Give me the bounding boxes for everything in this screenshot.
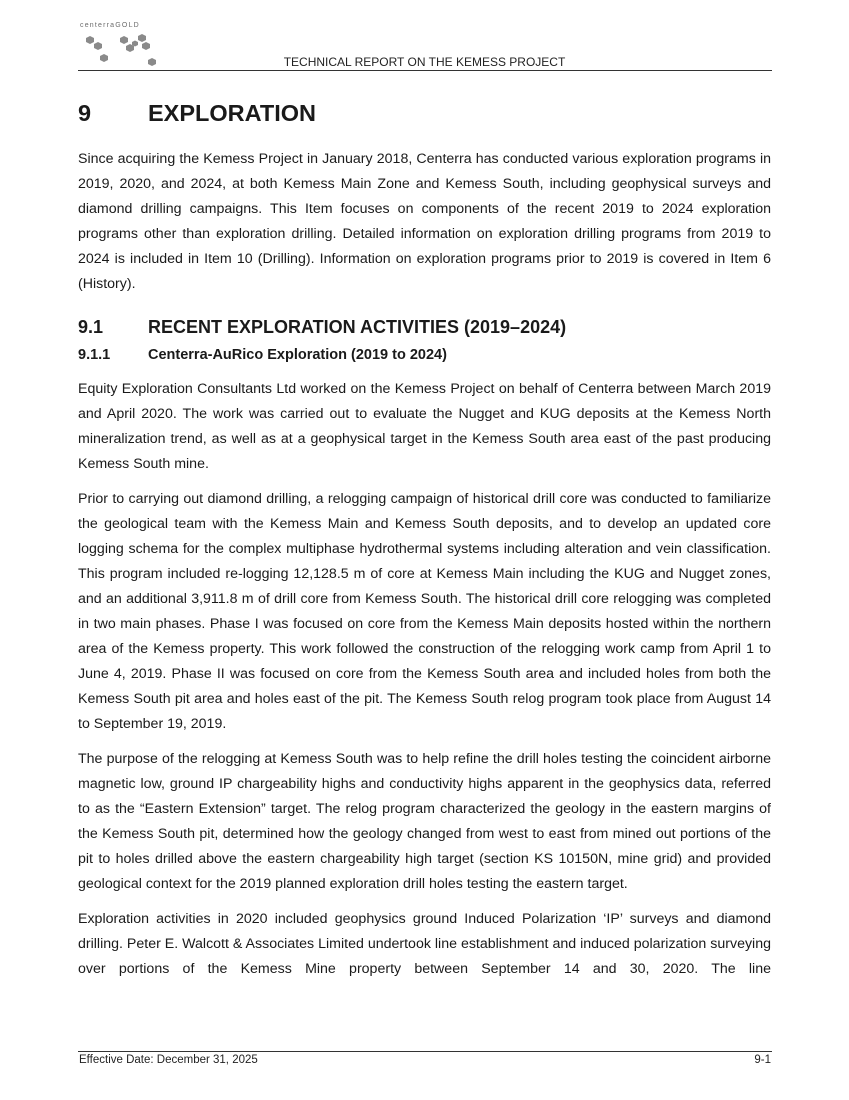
report-header-title xyxy=(0,55,849,69)
subsection-number: 9.1 xyxy=(78,317,104,337)
section-heading xyxy=(78,96,771,130)
section-intro-paragraph: Since acquiring the Kemess Project in January 2018, Centerra has conducted various exploration programs in 2019, 2020, and 2024, at both Kemess Main Zone and Kemess South, including geophysical surveys and diamond drilling campaigns. This Item focuses on components of the recent 2019 to 2024 exploration programs other than exploration drilling. Detailed information on exploration drilling programs from 2019 to 2024 is included in Item 10 (Drilling). Information on exploration programs prior to 2019 is covered in Item 6 (History). xyxy=(78,151,771,292)
report-header-title-text: TECHNICAL REPORT ON THE KEMESS PROJECT xyxy=(283,55,566,69)
header-divider xyxy=(78,70,772,71)
subsubsection-title: Centerra-AuRico Exploration (2019 to 2024) xyxy=(148,347,447,363)
subsubsection-heading xyxy=(78,344,771,366)
section-title: EXPLORATION xyxy=(148,100,316,126)
body-paragraph-3: The purpose of the relogging at Kemess South was to help refine the drill holes testing the coincident airborne magnetic low, ground IP chargeability highs and conductivity highs apparent in the geophysics data, referred to as the “Eastern Extension” target. The relog program characterized the geology in the eastern margins of the Kemess South pit, determined how the geology changed from west to east from mined out portions of the pit to holes drilled above the eastern chargeability high target (section KS 10150N, mine grid) and provided geological context for the 2019 planned exploration drill holes testing the eastern target. xyxy=(78,751,771,892)
document-body xyxy=(78,96,771,982)
section-number: 9 xyxy=(78,100,92,126)
footer-effective-date: Effective Date: December 31, 2025 xyxy=(79,1054,258,1066)
subsection-heading xyxy=(78,314,771,340)
body-paragraph-4: Exploration activities in 2020 included geophysics ground Induced Polarization ‘IP’ surveys and diamond drilling. Peter E. Walcott & Associates Limited undertook line establishment and induced polarization surveying over portions of the Kemess Mine property between September 14 and 30, 2020. The line xyxy=(78,911,771,977)
footer-divider xyxy=(78,1051,772,1052)
body-paragraph-2: Prior to carrying out diamond drilling, a relogging campaign of historical drill core was conducted to familiarize the geological team with the Kemess Main and Kemess South deposits, and to develop an updated core logging schema for the complex multiphase hydrothermal systems including alteration and vein classification. This program included re-logging 12,128.5 m of core at Kemess Main including the KUG and Nugget zones, and an additional 3,911.8 m of drill core from Kemess South. The historical drill core relogging was completed in two main phases. Phase I was focused on core from the Kemess Main deposits hosted within the northern area of the Kemess property. This work followed the construction of the relogging work camp from April 1 to June 4, 2019. Phase II was focused on core from the Kemess South area and included holes from both the Kemess South pit area and holes east of the pit. The Kemess South relog program took place from August 14 to September 19, 2019. xyxy=(78,491,771,732)
footer-page-number: 9-1 xyxy=(754,1054,771,1066)
body-paragraph-1: Equity Exploration Consultants Ltd worked on the Kemess Project on behalf of Centerra between March 2019 and April 2020. The work was carried out to evaluate the Nugget and KUG deposits at the Kemess North mineralization trend, as well as at a geophysical target in the Kemess South area east of the past producing Kemess South mine. xyxy=(78,381,771,472)
subsubsection-number: 9.1.1 xyxy=(78,347,111,363)
logo-wordmark: centerraGOLD xyxy=(80,22,140,29)
subsection-title: RECENT EXPLORATION ACTIVITIES (2019–2024) xyxy=(148,317,567,337)
